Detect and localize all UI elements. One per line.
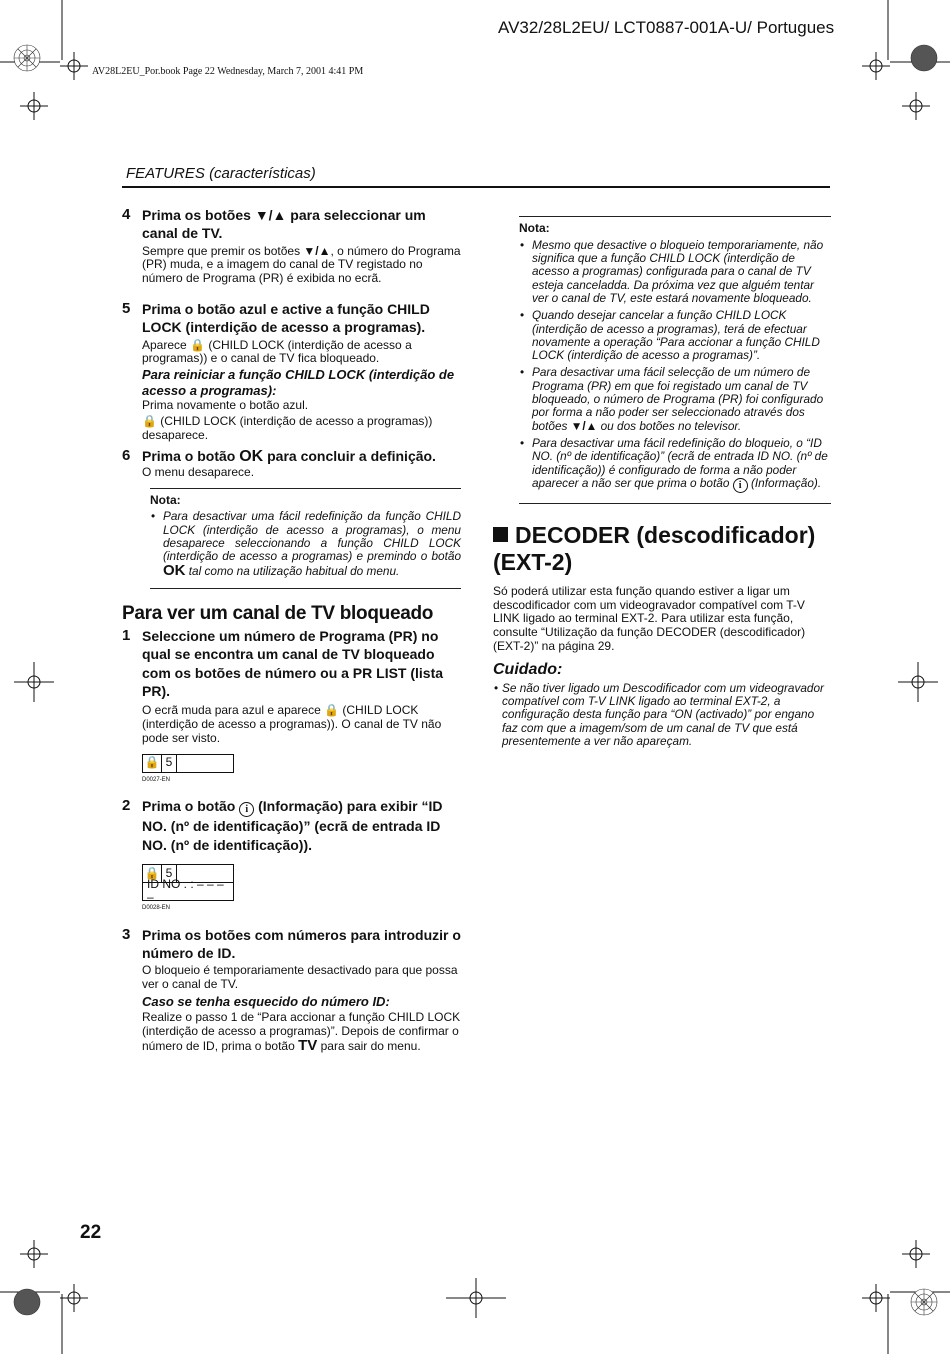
locked-step-2: [122, 797, 461, 915]
lock-icon: 🔒: [143, 755, 162, 772]
step-number: 1: [122, 626, 131, 644]
decoder-text: Só poderá utilizar esta função quando estiver a ligar um descodificador com um videogravador compatível com T-V LINK ligado ao terminal EXT-2. Para utilizar esta função, consulte “Utilização da função DECODER (descodificador) (EXT-2)” na página 29.: [493, 583, 806, 654]
caution-list: [493, 682, 831, 748]
square-bullet-icon: [493, 527, 508, 542]
step-number: 6: [122, 446, 131, 464]
reset-text: Prima novamente o botão azul.: [142, 398, 309, 413]
note-title: Nota:: [150, 492, 181, 507]
note-item: • Para desactivar uma fácil redefinição da função CHILD LOCK (interdição de acesso a programas), o menu desaparece seleccionando a função CHILD LOCK (interdição de acesso a programas) e premindo o botão OK tal como na utilização habitual do menu.: [150, 510, 461, 577]
lock-icon: 🔒: [142, 413, 157, 428]
osd-id-entry-screen: [142, 864, 234, 905]
reset-text-2: 🔒 (CHILD LOCK (interdição de acesso a programas)) desaparece.: [142, 413, 433, 442]
step-4: [122, 206, 461, 286]
left-column: [122, 206, 461, 1054]
locked-step-3: [122, 926, 461, 1054]
down-up-arrows-icon: ▼/▲: [570, 418, 598, 433]
step-text: Aparece 🔒 (CHILD LOCK (interdição de acesso a programas)) e o canal de TV fica bloqueado.: [142, 337, 412, 366]
step-5: [122, 300, 461, 443]
lock-icon: 🔒: [143, 865, 162, 882]
caution-heading: Cuidado:: [493, 660, 563, 678]
ok-button-icon: OK: [239, 447, 264, 465]
locked-step-1: [122, 627, 461, 787]
figure-code: D0028-EN: [142, 904, 171, 911]
caution-item: • Se não tiver ligado um Descodificador com um videogravador compatível com T-V LINK ligado ao terminal EXT-2, a configuração desta função para “ON (activado)” por engano faz com que a imagem/som de um canal de TV que está presentemente a ver não apareçam.: [493, 682, 831, 748]
step-number: 2: [122, 797, 131, 815]
step-title: Seleccione um número de Programa (PR) no qual se encontra um canal de TV bloqueado com os botões de número ou a PR LIST (lista PR).: [142, 627, 444, 699]
header-rule: [122, 186, 830, 188]
reset-heading: Para reiniciar a função CHILD LOCK (interdição de acesso a programas):: [142, 367, 455, 398]
lock-icon: 🔒: [190, 337, 205, 352]
note-list: [519, 239, 831, 493]
info-icon: i: [239, 802, 254, 817]
step-text: O menu desaparece.: [142, 464, 255, 479]
osd-pr-number: 5: [162, 755, 177, 772]
step-number: 5: [122, 299, 131, 317]
step-number: 3: [122, 925, 131, 943]
section-header: FEATURES (características): [126, 165, 316, 182]
forgot-id-text: Realize o passo 1 de “Para accionar a função CHILD LOCK (interdição de acesso a programas)”. Depois de confirmar o número de ID, prima o botão TV para sair do menu.: [142, 1010, 461, 1054]
note-item: • Quando desejar cancelar a função CHILD LOCK (interdição de acesso a programas), terá de efectuar novamente a operação “Para accionar a função CHILD LOCK (interdição de acesso a programas)”.: [519, 309, 831, 362]
info-icon: i: [733, 478, 748, 493]
step-title: Prima o botão OK para concluir a definição.: [142, 447, 436, 465]
locked-channel-heading: Para ver um canal de TV bloqueado: [122, 602, 434, 624]
note-item: • Para desactivar uma fácil redefinição do bloqueio, o “ID NO. (nº de identificação)” (ecrã de entrada ID NO. (nº de identificação)) é configurado de forma a não poder aparecer a não ser que prima o botão i (Informação).: [519, 437, 831, 493]
note-right: [519, 216, 831, 504]
forgot-id-heading: Caso se tenha esquecido do número ID:: [142, 993, 390, 1009]
osd-locked-screen: [142, 754, 234, 773]
note-title: Nota:: [519, 221, 550, 235]
tv-button-icon: TV: [298, 1036, 318, 1054]
step-title: Prima os botões ▼/▲ para seleccionar um canal de TV.: [142, 207, 426, 242]
note-list: [150, 510, 461, 577]
lock-icon: 🔒: [324, 703, 340, 718]
step-title: Prima os botões com números para introduzir o número de ID.: [142, 926, 461, 961]
ok-button-icon: OK: [163, 561, 186, 579]
document-id: AV32/28L2EU/ LCT0887-001A-U/ Portugues: [498, 18, 835, 37]
step-text: Sempre que premir os botões ▼/▲, o número do Programa (PR) muda, e a imagem do canal de TV registado no número de Programa (PR) é exibida no ecrã.: [142, 243, 461, 286]
right-column: [493, 216, 831, 752]
step-6: [122, 447, 461, 480]
book-info: AV28L2EU_Por.book Page 22 Wednesday, March 7, 2001 4:41 PM: [92, 66, 364, 77]
step-text: O ecrã muda para azul e aparece 🔒 (CHILD LOCK (interdição de acesso a programas)). O canal de TV não pode ser visto.: [142, 703, 442, 745]
step-title: Prima o botão i (Informação) para exibir “ID NO. (nº de identificação)” (ecrã de entrada ID NO. (nº de identificação)).: [142, 798, 443, 853]
step-number: 4: [122, 206, 131, 223]
figure-code: D0027-EN: [142, 776, 171, 783]
note-left: [150, 488, 461, 589]
note-item: • Para desactivar uma fácil selecção de um número de Programa (PR) em que foi registado um canal de TV bloqueado, o número de Programa (PR) foi configurado por forma a não poder ser seleccionado através dos botões ▼/▲ ou dos botões no televisor.: [519, 366, 831, 432]
osd-pr-number: 5: [162, 865, 177, 882]
down-up-arrows-icon: ▼/▲: [303, 243, 331, 258]
osd-id-line: ID NO . : – – – –: [143, 882, 233, 900]
step-text: O bloqueio é temporariamente desactivado para que possa ver o canal de TV.: [142, 963, 458, 992]
note-item: • Mesmo que desactive o bloqueio temporariamente, não significa que a função CHILD LOCK (interdição de acesso a programas) configurada para o canal de TV esteja canceladda. Da próxima vez que alguém tentar ver o canal de TV, este estará novamente bloqueado.: [519, 239, 831, 305]
page-number: 22: [80, 1222, 102, 1243]
step-title: Prima o botão azul e active a função CHILD LOCK (interdição de acesso a programas).: [142, 300, 430, 336]
decoder-heading: DECODER (descodificador) (EXT-2): [493, 521, 816, 575]
down-up-arrows-icon: ▼/▲: [254, 207, 287, 223]
